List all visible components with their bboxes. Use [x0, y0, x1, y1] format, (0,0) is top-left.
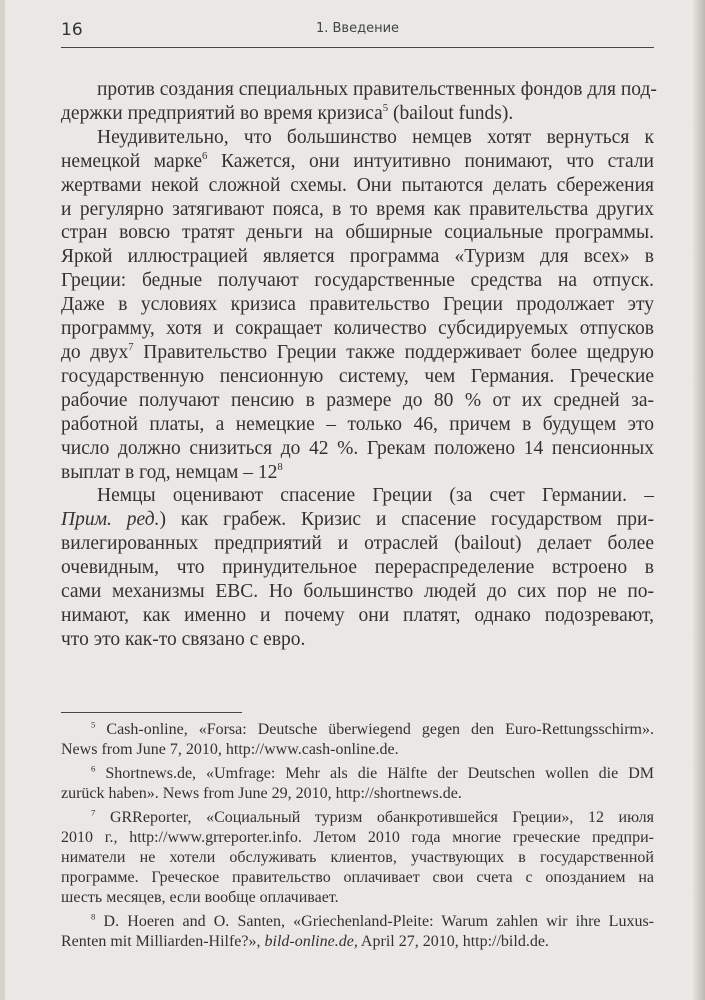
text-run: жертвами некой сложной схемы. Они пытаются делать сбережения [61, 174, 654, 196]
text-run: держки предприятий во время кризиса [61, 102, 383, 124]
text-run: Shortnews.de, «Umfrage: Mehr als die Hälfte der Deutschen wollen die DM [95, 765, 654, 782]
text-run: очевидным, что принудительное перераспределение встроено в [61, 557, 654, 579]
footnote-marker: 6 [202, 149, 208, 162]
text-run: April 27, 2010, http://bild.de. [357, 933, 549, 950]
text-run: Яркой иллюстрацией является программа «Туризм для всех» в [61, 246, 654, 268]
text-run: выплат в год, немцам – 12 [61, 461, 278, 483]
text-line [61, 317, 654, 341]
footnote [61, 764, 654, 804]
text-line [61, 868, 654, 888]
text-line [61, 580, 654, 604]
text-line [61, 484, 654, 508]
footnote [61, 720, 654, 760]
text-line [61, 784, 654, 804]
text-line [61, 174, 654, 198]
text-line [61, 437, 654, 461]
text-run: zurück haben». News from June 29, 2010, http://shortnews.de. [61, 785, 462, 802]
text-run: сами механизмы ЕВС. Но большинство людей до сих пор не по- [61, 581, 654, 603]
text-run: шесть месяцев, если вообще оплачивает. [61, 889, 339, 906]
text-line [61, 556, 654, 580]
footnote-marker: 5 [382, 101, 389, 114]
text-line [61, 888, 654, 908]
text-run: D. Hoeren and O. Santen, «Griechenland-Pleite: Warum zahlen wir ihre Luxus- [95, 913, 654, 930]
text-line [61, 604, 654, 628]
text-line [61, 764, 654, 784]
text-line [61, 198, 654, 222]
text-run: работной платы, а немецкие – только 46, причем в будущем это [61, 413, 654, 435]
text-run: против создания специальных правительственных фондов для под- [97, 79, 657, 100]
page-number: 16 [61, 20, 83, 40]
page-edge-left [0, 0, 5, 1000]
text-run: Даже в условиях кризиса правительство Греции продолжает эту [61, 294, 654, 316]
text-run: нимают, как именно и почему они платят, однако подозревают, [61, 604, 654, 626]
italic-text: Прим. ред. [61, 509, 160, 531]
body-text [61, 78, 657, 652]
text-run: стран вовсю тратят деньги на обширные социальные программы. [61, 222, 654, 244]
text-line [61, 293, 654, 317]
text-run: Греции: бедные получают государственные средства на отпуск. [61, 270, 654, 292]
text-run: Неудивительно, что большинство немцев хотят вернуться к [97, 126, 654, 148]
footnote-marker: 8 [91, 911, 96, 922]
italic-text: bild-online.de, [264, 933, 358, 950]
text-run: (bailout funds). [388, 102, 514, 124]
text-run: Renten mit Milliarden-Hilfe?», [61, 933, 265, 950]
paragraph [61, 484, 654, 651]
page-edge-shadow [693, 0, 705, 1000]
text-run: и регулярно затягивают пояса, в то время как правительства других [61, 198, 654, 220]
text-run: немецкой марке [61, 150, 203, 172]
text-run: Правительство Греции также поддерживает более щедрую [133, 341, 654, 363]
text-line [61, 848, 654, 868]
footnote-marker: 6 [91, 763, 96, 774]
text-line [61, 78, 657, 102]
text-run: рабочие получают пенсию в размере до 80 % от их средней за- [61, 389, 654, 411]
text-line [61, 932, 654, 952]
text-line [61, 150, 654, 174]
text-line [61, 740, 654, 760]
text-run: GRReporter, «Социальный туризм обанкротившейся Греции», 12 июля [95, 809, 654, 826]
paragraph [61, 78, 657, 126]
running-header [61, 18, 654, 48]
text-line [61, 912, 654, 932]
footnotes [61, 720, 654, 956]
text-run: вилегированных предприятий и отраслей (bailout) делает более [61, 533, 654, 555]
text-run: число должно снизиться до 42 %. Грекам положено 14 пенсионных [61, 437, 654, 459]
text-run: News from June 7, 2010, http://www.cash-online.de. [61, 741, 399, 758]
text-line [61, 461, 654, 485]
footnote-marker: 7 [91, 807, 96, 818]
text-run: до двух [61, 341, 129, 363]
text-line [61, 341, 654, 365]
text-run: ) как грабеж. Кризис и спасение государством при- [159, 509, 654, 531]
text-run: Немцы оценивают спасение Греции (за счет Германии. – [97, 485, 654, 507]
footnote [61, 808, 654, 908]
text-run: что это как-то связано с евро. [61, 628, 306, 650]
footnote [61, 912, 654, 952]
footnote-marker: 5 [91, 719, 96, 730]
text-run: государственную пенсионную систему, чем Германия. Греческие [61, 365, 654, 387]
text-run: программе. Греческое правительство оплачивает свои счета с опозданием на [61, 869, 654, 886]
footnote-marker: 8 [277, 460, 283, 473]
text-line [61, 126, 654, 150]
paragraph [61, 126, 654, 485]
text-line [61, 245, 654, 269]
text-line [61, 532, 654, 556]
text-run: 2010 г., http://www.grreporter.info. Летом 2010 года многие греческие предпри- [61, 829, 654, 846]
text-run: Cash-online, «Forsa: Deutsche überwiegend gegen den Euro-Rettungsschirm». [95, 721, 654, 738]
text-run: ниматели не хотели обслуживать клиентов, участвующих в государственной [61, 849, 654, 866]
footnote-separator [61, 712, 242, 713]
text-line [61, 221, 654, 245]
chapter-title: 1. Введение [315, 21, 400, 36]
text-line [61, 365, 654, 389]
text-line [61, 720, 654, 740]
text-line [61, 413, 654, 437]
text-line [61, 828, 654, 848]
text-line [61, 628, 654, 652]
text-line [61, 102, 654, 126]
text-line [61, 269, 654, 293]
text-line [61, 808, 654, 828]
footnote-marker: 7 [128, 340, 134, 353]
text-run: Кажется, они интуитивно понимают, что стали [207, 150, 654, 172]
text-line [61, 508, 654, 532]
text-line [61, 389, 654, 413]
text-run: программу, хотя и сокращает количество субсидируемых отпусков [61, 318, 654, 340]
